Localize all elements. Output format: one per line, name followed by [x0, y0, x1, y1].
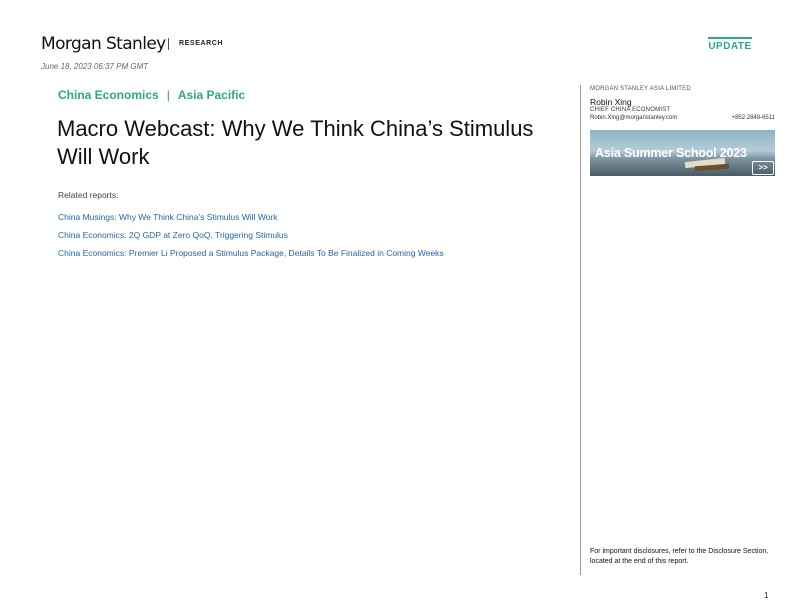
- update-badge: UPDATE: [708, 37, 752, 52]
- category-line: [58, 88, 245, 102]
- book-graphic: [695, 164, 729, 171]
- disclosure-note: For important disclosures, refer to the Disclosure Section, located at the end of this report.: [590, 548, 769, 565]
- morgan-stanley-logo: Morgan Stanley: [41, 34, 166, 54]
- analyst-email-link[interactable]: Robin.Xing@morganstanley.com: [590, 115, 678, 121]
- analyst-role: CHIEF CHINA ECONOMIST: [590, 107, 671, 113]
- banner-title: Asia Summer School 2023: [595, 146, 747, 160]
- firm-name: MORGAN STANLEY ASIA LIMITED: [590, 86, 691, 92]
- sidebar-divider: [580, 85, 581, 575]
- related-report-link[interactable]: China Musings: Why We Think China’s Stimulus Will Work: [58, 212, 278, 222]
- publication-date: June 18, 2023 06:37 PM GMT: [41, 62, 149, 71]
- related-reports-heading: Related reports:: [58, 190, 119, 200]
- page-number: 1: [764, 591, 769, 600]
- category-secondary: Asia Pacific: [177, 88, 246, 102]
- analyst-name: Robin Xing: [590, 97, 632, 107]
- category-primary: China Economics: [58, 88, 159, 102]
- related-report-link[interactable]: China Economics: Premier Li Proposed a Stimulus Package, Details To Be Finalized in Coming Weeks: [58, 248, 444, 258]
- related-reports-list: [58, 208, 444, 262]
- analyst-phone: +852 2848-6511: [731, 115, 775, 121]
- double-chevron-right-icon[interactable]: >>: [752, 161, 774, 175]
- logo-divider: [168, 38, 169, 50]
- asia-summer-school-banner[interactable]: [590, 130, 775, 176]
- category-separator: |: [166, 88, 170, 102]
- research-label: RESEARCH: [179, 40, 224, 47]
- related-report-link[interactable]: China Economics: 2Q GDP at Zero QoQ, Triggering Stimulus: [58, 230, 288, 240]
- report-title: Macro Webcast: Why We Think China’s Stimulus Will Work: [57, 116, 534, 169]
